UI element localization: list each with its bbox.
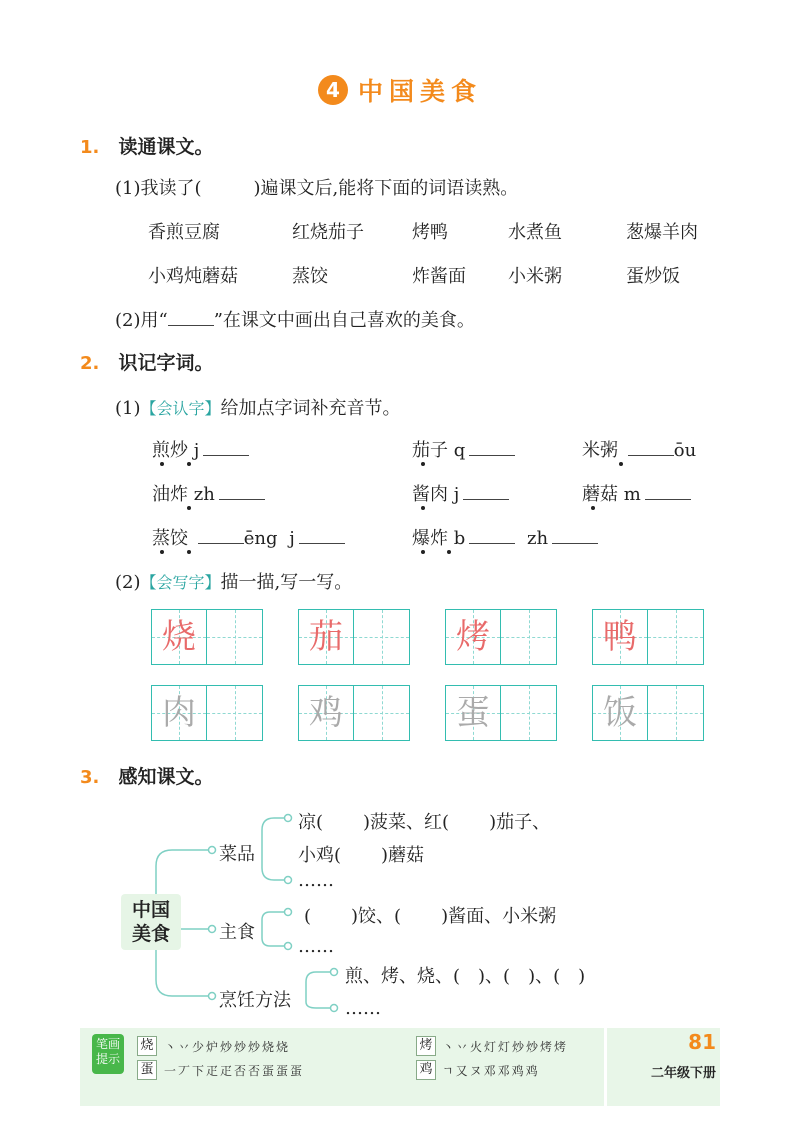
q3-number: 3. xyxy=(80,767,100,788)
q1-word: 香煎豆腐 xyxy=(148,222,220,243)
mind-map-leaf: …… xyxy=(345,998,381,1019)
leaf-text: )酱面、小米粥 xyxy=(441,906,557,927)
pinyin-hint: j xyxy=(289,528,295,549)
q2-sub1-tag: 【会认字】 xyxy=(140,399,221,418)
trace-char: 烧 xyxy=(162,617,196,657)
pinyin-hint: ōu xyxy=(673,440,697,461)
mind-map-root-line: 中国 xyxy=(131,899,170,921)
q1-sub1-prefix: (1)我读了( xyxy=(115,178,202,199)
mind-map-root-line: 美食 xyxy=(131,923,170,945)
pinyin-hint: zh xyxy=(193,484,215,505)
q1-word: 水煮鱼 xyxy=(508,222,562,243)
pinyin-hint: q xyxy=(453,440,466,461)
pinyin-word: 酱肉 xyxy=(412,484,448,505)
pinyin-word: 油炸 xyxy=(152,484,188,505)
q1-title: 读通课文。 xyxy=(118,136,214,158)
leaf-text: 凉( xyxy=(298,812,324,833)
leaf-text: )茄子、 xyxy=(489,812,551,833)
grade-label: 二年级下册 xyxy=(650,1066,716,1081)
pinyin-word: 蘑菇 xyxy=(582,484,618,505)
trace-char: 茄 xyxy=(309,617,343,657)
stroke-hint-tag-line: 提示 xyxy=(95,1052,120,1066)
mind-map-leaf: …… xyxy=(298,870,334,891)
q2-sub2-text: 描一描,写一写。 xyxy=(220,572,353,593)
q1-word: 小米粥 xyxy=(508,266,562,287)
stroke-sequence: 丶丷火灯灯炒炒烤烤 xyxy=(442,1040,569,1054)
leaf-text: )菠菜、红( xyxy=(363,812,450,833)
pinyin-hint: j xyxy=(453,484,460,505)
pinyin-word: 米粥 xyxy=(582,440,618,461)
page-number: 81 xyxy=(688,1030,716,1054)
mind-map-leaf: …… xyxy=(298,936,334,957)
q1-word: 小鸡炖蘑菇 xyxy=(148,266,238,287)
stroke-sequence: 丶丷少炉炒炒炒烧烧 xyxy=(164,1040,291,1054)
leaf-text: ( xyxy=(304,906,312,927)
trace-char: 蛋 xyxy=(456,693,490,733)
stroke-sequence: 一丆下疋疋否否蛋蛋蛋 xyxy=(164,1064,305,1078)
trace-char: 饭 xyxy=(603,693,637,733)
q2-number: 2. xyxy=(80,353,100,374)
q2-sub1-prefix: (1) xyxy=(115,398,141,419)
pinyin-hint: zh xyxy=(527,528,549,549)
q1-word: 葱爆羊肉 xyxy=(626,222,698,243)
mind-map-leaf xyxy=(304,902,556,928)
pinyin-word: 爆炸 xyxy=(412,528,448,549)
mind-map-leaf: 煎、烤、烧、( )、( )、( ) xyxy=(345,966,586,987)
stroke-char: 烤 xyxy=(416,1036,436,1056)
stroke-char: 蛋 xyxy=(137,1060,157,1080)
q2-sub2-prefix: (2) xyxy=(115,572,141,593)
q1-word: 红烧茄子 xyxy=(292,222,364,243)
pinyin-word: 茄子 xyxy=(412,440,448,461)
q1-sub1-suffix: )遍课文后,能将下面的词语读熟。 xyxy=(253,178,519,199)
q2-sub2-tag: 【会写字】 xyxy=(140,573,221,592)
pinyin-word: 煎炒 xyxy=(152,440,188,461)
pinyin-word: 蒸饺 xyxy=(152,528,188,549)
mind-map-branch: 烹饪方法 xyxy=(219,990,291,1011)
mind-map-root xyxy=(121,894,181,950)
mind-map-branch: 主食 xyxy=(219,922,255,943)
mind-map-leaf xyxy=(298,841,424,867)
q1-number: 1. xyxy=(80,137,100,158)
q1-word: 烤鸭 xyxy=(412,222,448,243)
trace-char: 烤 xyxy=(456,617,490,657)
q1-word: 炸酱面 xyxy=(412,266,466,287)
stroke-char: 鸡 xyxy=(416,1060,436,1080)
stroke-char: 烧 xyxy=(137,1036,157,1056)
leaf-text: 小鸡( xyxy=(298,845,342,866)
q2-title: 识记字词。 xyxy=(118,352,214,374)
pinyin-hint: m xyxy=(623,484,641,505)
q1-word: 蒸饺 xyxy=(292,266,328,287)
lesson-title: 中国美食 xyxy=(357,77,482,106)
q1-sub2-suffix: ”在课文中画出自己喜欢的美食。 xyxy=(213,310,475,331)
q2-sub1-text: 给加点字词补充音节。 xyxy=(220,398,401,419)
pinyin-hint: b xyxy=(453,528,466,549)
pinyin-hint: ēng xyxy=(243,528,278,549)
trace-char: 鸭 xyxy=(603,617,637,657)
leaf-text: )饺、( xyxy=(351,906,402,927)
trace-char: 肉 xyxy=(162,693,196,733)
stroke-sequence: ㄱ又ヌ邓邓鸡鸡 xyxy=(442,1064,540,1078)
q1-word: 蛋炒饭 xyxy=(626,266,680,287)
q1-sub2-prefix: (2)用“ xyxy=(115,310,168,331)
lesson-number-badge: 4 xyxy=(318,75,348,105)
mind-map-leaf xyxy=(298,808,550,834)
stroke-hint-tag-line: 笔画 xyxy=(95,1037,120,1051)
stroke-hint-tag xyxy=(92,1034,124,1074)
trace-char: 鸡 xyxy=(309,693,343,733)
pinyin-hint: j xyxy=(193,440,200,461)
mind-map-branch: 菜品 xyxy=(219,844,255,865)
leaf-text: )蘑菇 xyxy=(381,845,425,866)
q3-title: 感知课文。 xyxy=(118,766,214,788)
footer-divider xyxy=(604,1028,607,1106)
